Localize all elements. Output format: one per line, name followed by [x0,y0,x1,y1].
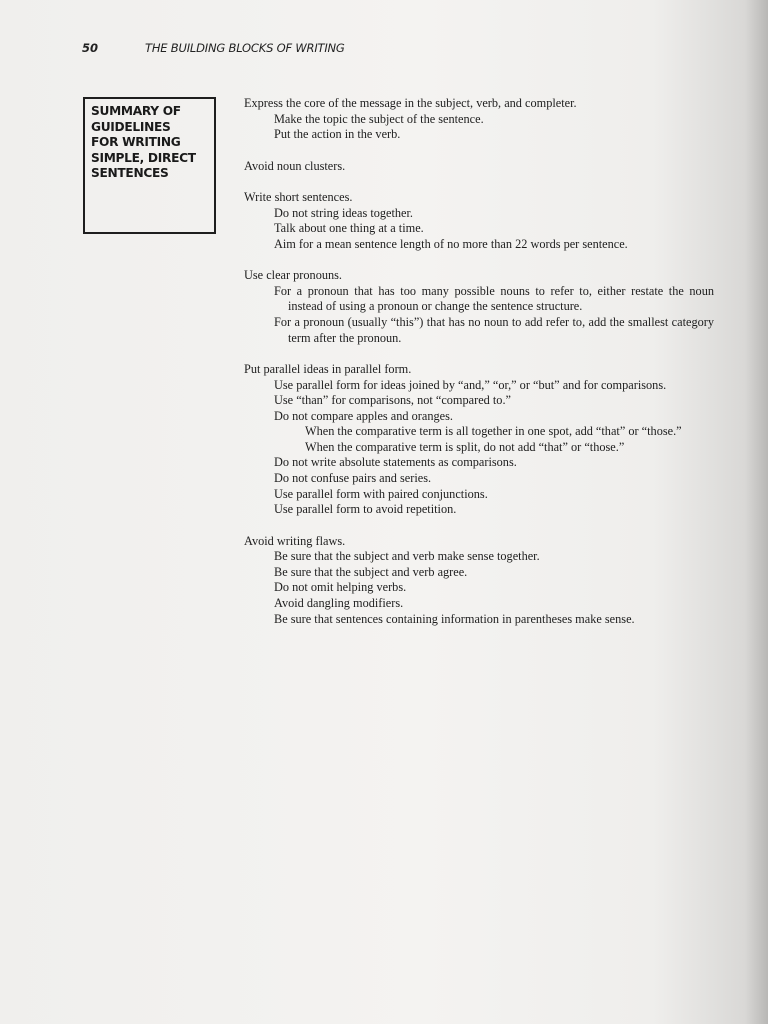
guideline-item: Use parallel form for ideas joined by “and,” “or,” or “but” and for comparisons. [274,377,667,392]
guideline-item: Put the action in the verb. [274,127,401,142]
guideline-item: Aim for a mean sentence length of no more than 22 words per sentence. [274,236,628,251]
guideline-item: Make the topic the subject of the sentence. [274,111,484,126]
guideline-subitem: When the comparative term is all together in one spot, add “that” or “those.” [305,424,682,439]
running-head: THE BUILDING BLOCKS OF WRITING [145,41,345,55]
summary-title-line: FOR WRITING [91,135,181,150]
summary-title-line: SENTENCES [91,166,169,181]
summary-title-line: SIMPLE, DIRECT [91,150,196,165]
guideline-section [244,362,714,518]
guideline-item: Be sure that sentences containing information in parentheses make sense. [274,611,635,626]
guideline-heading: Put parallel ideas in parallel form. [244,361,412,376]
guideline-item: For a pronoun that has too many possible nouns to refer to, either restate the noun instead of using a pronoun or change the sentence structure. [274,283,714,314]
guideline-item: Use parallel form with paired conjunctions. [274,486,488,501]
page-number: 50 [82,41,99,55]
guideline-item: Avoid dangling modifiers. [274,596,404,611]
guideline-heading: Write short sentences. [244,189,353,204]
page-header [82,41,345,55]
guideline-heading: Express the core of the message in the subject, verb, and completer. [244,96,577,110]
guideline-section [244,268,714,346]
guideline-item: Use “than” for comparisons, not “compared to.” [274,393,511,408]
guideline-item: Do not confuse pairs and series. [274,471,432,486]
guideline-heading: Avoid noun clusters. [244,158,346,173]
guideline-heading: Use clear pronouns. [244,268,343,283]
guideline-item: Use parallel form to avoid repetition. [274,502,457,517]
guideline-item: For a pronoun (usually “this”) that has no noun to add refer to, add the smallest category term after the pronoun. [274,314,714,345]
guideline-section [244,190,714,252]
summary-title [91,104,208,182]
guideline-subitem: When the comparative term is split, do not add “that” or “those.” [305,439,625,454]
guideline-item: Do not compare apples and oranges. [274,408,453,423]
guideline-item: Do not string ideas together. [274,205,414,220]
guideline-heading: Avoid writing flaws. [244,533,346,548]
guideline-item: Talk about one thing at a time. [274,221,424,236]
summary-title-line: SUMMARY OF [91,104,181,118]
summary-box [83,97,216,234]
guideline-item: Be sure that the subject and verb make sense together. [274,549,540,564]
guideline-section [244,159,714,175]
guideline-item: Do not write absolute statements as comparisons. [274,455,517,470]
guideline-item: Be sure that the subject and verb agree. [274,564,468,579]
guidelines-list [244,96,714,643]
guideline-item: Do not omit helping verbs. [274,580,407,595]
summary-title-line: GUIDELINES [91,119,171,134]
guideline-section [244,534,714,628]
guideline-section [244,96,714,143]
